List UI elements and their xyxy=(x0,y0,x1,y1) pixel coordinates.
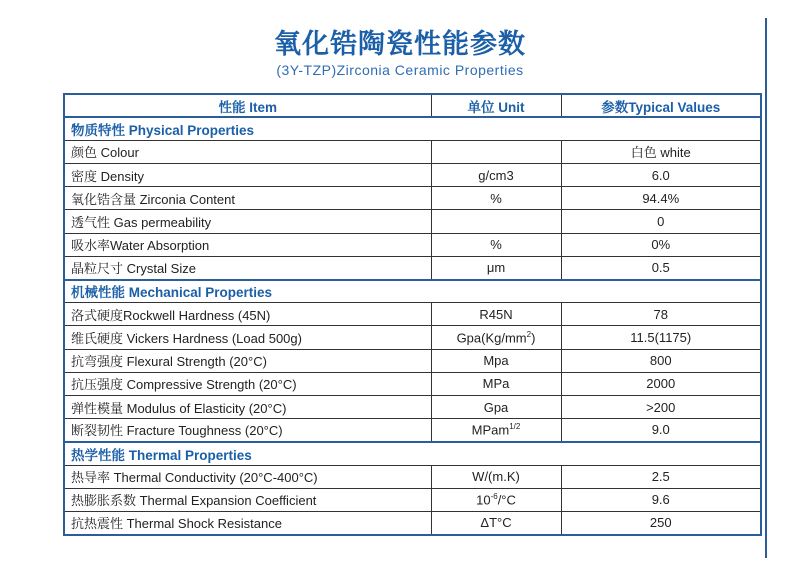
page-title: 氧化锆陶瓷性能参数 xyxy=(274,29,526,60)
unit-text: % xyxy=(490,237,502,253)
table-row xyxy=(64,187,761,210)
item-cell: 透气性 Gas permeability xyxy=(64,210,431,233)
unit-superscript: -6 xyxy=(490,492,498,502)
table-row xyxy=(64,349,761,372)
value-cell: 250 xyxy=(561,511,761,534)
table-header-row xyxy=(64,94,761,117)
item-cell: 密度 Density xyxy=(64,164,431,187)
unit-text: % xyxy=(490,190,502,206)
unit-cell xyxy=(431,233,561,256)
table-row xyxy=(64,419,761,442)
header-item: 性能 Item xyxy=(64,94,431,117)
unit-cell xyxy=(431,488,561,511)
table-row xyxy=(64,511,761,534)
value-cell: 0.5 xyxy=(561,256,761,279)
unit-superscript: 1/2 xyxy=(509,422,521,432)
item-cell: 吸水率Water Absorption xyxy=(64,233,431,256)
item-cell: 颜色 Colour xyxy=(64,140,431,163)
table-row xyxy=(64,303,761,326)
unit-cell xyxy=(431,326,561,349)
unit-text: Gpa(Kg/mm xyxy=(456,330,527,346)
item-cell: 洛式硬度Rockwell Hardness (45N) xyxy=(64,303,431,326)
item-cell: 弹性模量 Modulus of Elasticity (20°C) xyxy=(64,395,431,418)
unit-text: g/cm3 xyxy=(478,167,514,183)
table-row xyxy=(64,140,761,163)
section-row xyxy=(64,442,761,465)
unit-cell xyxy=(431,419,561,442)
table-row xyxy=(64,164,761,187)
item-cell: 断裂韧性 Fracture Toughness (20°C) xyxy=(64,419,431,442)
value-cell: 0 xyxy=(561,210,761,233)
page-subtitle: (3Y-TZP)Zirconia Ceramic Properties xyxy=(276,62,524,78)
unit-cell xyxy=(431,140,561,163)
unit-text: MPam xyxy=(471,422,510,438)
table-row xyxy=(64,465,761,488)
unit-cell xyxy=(431,372,561,395)
unit-text: Mpa xyxy=(483,353,509,369)
header-unit: 单位 Unit xyxy=(431,94,561,117)
unit-cell xyxy=(431,164,561,187)
unit-cell xyxy=(431,511,561,534)
unit-cell xyxy=(431,349,561,372)
table-row xyxy=(64,488,761,511)
right-divider xyxy=(765,18,767,558)
item-cell: 抗压强度 Compressive Strength (20°C) xyxy=(64,372,431,395)
item-cell: 热膨胀系数 Thermal Expansion Coefficient xyxy=(64,488,431,511)
table-row xyxy=(64,210,761,233)
section-title: 热学性能 Thermal Properties xyxy=(64,442,761,465)
section-row xyxy=(64,280,761,303)
item-cell: 抗弯强度 Flexural Strength (20°C) xyxy=(64,349,431,372)
item-cell: 维氏硬度 Vickers Hardness (Load 500g) xyxy=(64,326,431,349)
value-cell: 6.0 xyxy=(561,164,761,187)
unit-cell xyxy=(431,395,561,418)
unit-cell xyxy=(431,187,561,210)
section-row xyxy=(64,117,761,140)
section-title: 机械性能 Mechanical Properties xyxy=(64,280,761,303)
unit-text: W/(m.K) xyxy=(472,469,520,485)
table-row xyxy=(64,256,761,279)
header-value: 参数Typical Values xyxy=(561,94,761,117)
unit-cell xyxy=(431,465,561,488)
value-cell: 白色 white xyxy=(561,140,761,163)
unit-text: μm xyxy=(486,260,506,276)
unit-cell xyxy=(431,256,561,279)
item-cell: 抗热震性 Thermal Shock Resistance xyxy=(64,511,431,534)
unit-text: MPa xyxy=(482,376,510,392)
unit-text: Gpa xyxy=(483,399,509,415)
value-cell: 9.6 xyxy=(561,488,761,511)
unit-text: ΔT°C xyxy=(480,515,512,531)
value-cell: 78 xyxy=(561,303,761,326)
table-row xyxy=(64,395,761,418)
item-cell: 氧化锆含量 Zirconia Content xyxy=(64,187,431,210)
unit-cell xyxy=(431,210,561,233)
value-cell: 11.5(1175) xyxy=(561,326,761,349)
value-cell: 800 xyxy=(561,349,761,372)
value-cell: 94.4% xyxy=(561,187,761,210)
value-cell: >200 xyxy=(561,395,761,418)
unit-suffix: /°C xyxy=(497,492,516,508)
table-row xyxy=(64,326,761,349)
item-cell: 晶粒尺寸 Crystal Size xyxy=(64,256,431,279)
section-title: 物质特性 Physical Properties xyxy=(64,117,761,140)
value-cell: 0% xyxy=(561,233,761,256)
item-cell: 热导率 Thermal Conductivity (20°C-400°C) xyxy=(64,465,431,488)
value-cell: 9.0 xyxy=(561,419,761,442)
value-cell: 2.5 xyxy=(561,465,761,488)
unit-text: 10 xyxy=(476,492,491,508)
table-row xyxy=(64,372,761,395)
table-row xyxy=(64,233,761,256)
properties-table xyxy=(63,93,762,536)
unit-suffix: ) xyxy=(531,330,536,346)
unit-superscript: 2 xyxy=(526,329,532,339)
unit-text: R45N xyxy=(479,306,513,322)
value-cell: 2000 xyxy=(561,372,761,395)
unit-cell xyxy=(431,303,561,326)
